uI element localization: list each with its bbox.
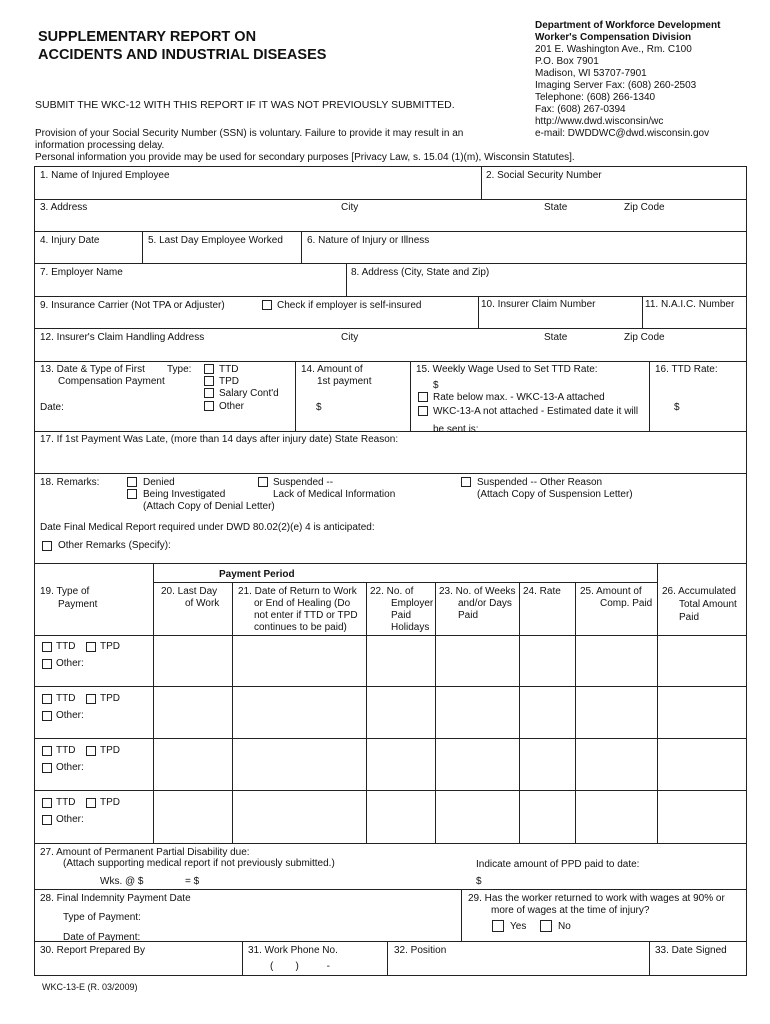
field-label-employer-address: 8. Address (City, State and Zip) — [351, 267, 490, 278]
submit-note: SUBMIT THE WKC-12 WITH THIS REPORT IF IT WAS NOT PREVIOUSLY SUBMITTED. — [35, 99, 455, 111]
suspended-other-label: Suspended -- Other Reason — [477, 477, 603, 488]
form-id: WKC-13-E (R. 03/2009) — [42, 982, 138, 992]
field-label-weekly-wage: 15. Weekly Wage Used to Set TTD Rate: — [416, 364, 598, 375]
lack-medical-info-label: Lack of Medical Information — [273, 489, 396, 500]
row3-tpd-checkbox[interactable] — [86, 746, 96, 756]
type-label: Type: — [167, 364, 192, 375]
field-label-returned-to-work: 29. Has the worker returned to work with wages at 90% or — [468, 893, 725, 904]
field-label-naic-number: 11. N.A.I.C. Number — [645, 299, 735, 310]
website-link[interactable]: http://www.dwd.wisconsin/wc — [535, 116, 664, 127]
row4-tpd-checkbox[interactable] — [86, 798, 96, 808]
being-investigated-label: Being Investigated — [143, 489, 226, 500]
ppd-paid-dollar-sign: $ — [476, 876, 482, 887]
col-header-type-of-payment: 19. Type of — [40, 586, 90, 597]
row1-ttd-label: TTD — [56, 641, 76, 652]
field-label-last-day-worked: 5. Last Day Employee Worked — [148, 235, 283, 246]
suspended-lack-info-checkbox[interactable] — [258, 477, 268, 487]
other-remarks-label: Other Remarks (Specify): — [58, 540, 171, 551]
type-of-payment-label: Type of Payment: — [63, 912, 141, 923]
col-header-return-to-work-line2: or End of Healing (Do — [254, 598, 351, 609]
field-label-date-signed: 33. Date Signed — [655, 945, 727, 956]
row4-other-checkbox[interactable] — [42, 815, 52, 825]
col-header-return-to-work: 21. Date of Return to Work — [238, 586, 357, 597]
payment-period-heading: Payment Period — [219, 569, 295, 580]
form-title-line1: SUPPLEMENTARY REPORT ON — [38, 29, 257, 45]
row2-other-label: Other: — [56, 710, 84, 721]
row3-tpd-label: TPD — [100, 745, 120, 756]
field-label-city: City — [341, 202, 359, 213]
field-label-city-2: City — [341, 332, 359, 343]
be-sent-label: be sent is: — [433, 424, 479, 435]
weekly-wage-dollar-sign: $ — [433, 380, 439, 391]
first-payment-date-label: Date: — [40, 402, 64, 413]
rate-below-max-checkbox[interactable] — [418, 392, 428, 402]
field-label-ttd-rate: 16. TTD Rate: — [655, 364, 718, 375]
row3-ttd-label: TTD — [56, 745, 76, 756]
row1-other-checkbox[interactable] — [42, 659, 52, 669]
form-title-line2: ACCIDENTS AND INDUSTRIAL DISEASES — [38, 47, 327, 63]
field-label-final-payment-date: 28. Final Indemnity Payment Date — [40, 893, 191, 904]
field-label-state: State — [544, 202, 568, 213]
col-header-paid-holidays-line4: Holidays — [391, 622, 430, 633]
first-payment-other-checkbox[interactable] — [204, 401, 214, 411]
first-payment-other-label: Other — [219, 401, 245, 412]
self-insured-label: Check if employer is self-insured — [277, 300, 422, 311]
row3-other-checkbox[interactable] — [42, 763, 52, 773]
row2-tpd-checkbox[interactable] — [86, 694, 96, 704]
ppd-paid-label: Indicate amount of PPD paid to date: — [476, 859, 640, 870]
field-label-insurer-claim-number: 10. Insurer Claim Number — [481, 299, 596, 310]
imaging-fax: Imaging Server Fax: (608) 260-2503 — [535, 80, 697, 91]
ttd-rate-dollar-sign: $ — [674, 402, 680, 413]
field-label-position: 32. Position — [394, 945, 447, 956]
final-medical-report-label: Date Final Medical Report required under DWD 80.02(2)(e) 4 is anticipated: — [40, 522, 375, 533]
col-header-comp-paid-line2: Comp. Paid — [600, 598, 653, 609]
field-label-address: 3. Address — [40, 202, 88, 213]
col-header-last-day-of-work-line2: of Work — [185, 598, 220, 609]
row3-other-label: Other: — [56, 762, 84, 773]
col-header-return-to-work-line4: continues to be paid) — [254, 622, 347, 633]
wkc13a-not-attached-label: WKC-13-A not attached - Estimated date it will — [433, 406, 639, 417]
dept-address1: 201 E. Washington Ave., Rm. C100 — [535, 44, 692, 55]
field-label-work-phone: 31. Work Phone No. — [248, 945, 338, 956]
field-label-state-2: State — [544, 332, 568, 343]
field-label-nature-of-injury: 6. Nature of Injury or Illness — [307, 235, 430, 246]
col-header-last-day-of-work: 20. Last Day — [161, 586, 218, 597]
telephone: Telephone: (608) 266-1340 — [535, 92, 656, 103]
col-header-weeks-paid-line3: Paid — [458, 610, 479, 621]
first-payment-tpd-checkbox[interactable] — [204, 376, 214, 386]
dept-address2: P.O. Box 7901 — [535, 56, 599, 67]
field-label-insurance-carrier: 9. Insurance Carrier (Not TPA or Adjuster) — [40, 300, 225, 311]
wkc13a-not-attached-checkbox[interactable] — [418, 406, 428, 416]
returned-no-label: No — [558, 921, 571, 932]
privacy-note: Personal information you provide may be used for secondary purposes [Privacy Law, s. 15.04 (1)(m), Wisconsin Statutes]. — [35, 152, 575, 163]
returned-to-work-line2: more of wages at the time of injury? — [491, 905, 650, 916]
col-header-type-of-payment-line2: Payment — [58, 599, 98, 610]
row1-other-label: Other: — [56, 658, 84, 669]
returned-no-checkbox[interactable] — [540, 920, 552, 932]
row2-ttd-checkbox[interactable] — [42, 694, 52, 704]
field-label-zip: Zip Code — [624, 202, 665, 213]
col-header-accumulated: 26. Accumulated — [662, 586, 736, 597]
col-header-paid-holidays: 22. No. of — [370, 586, 414, 597]
first-payment-salary-checkbox[interactable] — [204, 388, 214, 398]
row4-ttd-checkbox[interactable] — [42, 798, 52, 808]
amount-dollar-sign: $ — [316, 402, 322, 413]
email-link[interactable]: e-mail: DWDDWC@dwd.wisconsin.gov — [535, 128, 710, 139]
ppd-attach-note: (Attach supporting medical report if not previously submitted.) — [63, 858, 335, 869]
field-label-prepared-by: 30. Report Prepared By — [40, 945, 146, 956]
field-label-remarks: 18. Remarks: — [40, 477, 100, 488]
other-remarks-checkbox[interactable] — [42, 541, 52, 551]
col-header-paid-holidays-line2: Employer — [391, 598, 434, 609]
col-header-comp-paid: 25. Amount of — [580, 586, 642, 597]
self-insured-checkbox[interactable] — [262, 300, 272, 310]
field-label-zip-2: Zip Code — [624, 332, 665, 343]
denied-label: Denied — [143, 477, 175, 488]
row2-other-checkbox[interactable] — [42, 711, 52, 721]
field-label-amount-first-payment: 14. Amount of — [301, 364, 363, 375]
returned-yes-label: Yes — [510, 921, 527, 932]
field-label-ppd-due: 27. Amount of Permanent Partial Disability due: — [40, 847, 250, 858]
first-payment-salary-label: Salary Cont'd — [219, 388, 279, 399]
col-header-paid-holidays-line3: Paid — [391, 610, 412, 621]
phone-mask: ( ) - — [270, 961, 330, 972]
row1-tpd-checkbox[interactable] — [86, 642, 96, 652]
returned-yes-checkbox[interactable] — [492, 920, 504, 932]
denied-checkbox[interactable] — [127, 477, 137, 487]
attach-denial-note: (Attach Copy of Denial Letter) — [143, 501, 275, 512]
col-header-accumulated-line3: Paid — [679, 612, 700, 623]
being-investigated-checkbox[interactable] — [127, 489, 137, 499]
fax-number: Fax: (608) 267-0394 — [535, 104, 626, 115]
field-label-ssn: 2. Social Security Number — [486, 170, 602, 181]
row4-tpd-label: TPD — [100, 797, 120, 808]
col-header-weeks-paid: 23. No. of Weeks — [439, 586, 516, 597]
field-label-amount-first-payment-line2: 1st payment — [317, 376, 372, 387]
field-label-employer-name: 7. Employer Name — [40, 267, 123, 278]
suspended-other-checkbox[interactable] — [461, 477, 471, 487]
dept-name: Department of Workforce Development — [535, 20, 721, 31]
row1-ttd-checkbox[interactable] — [42, 642, 52, 652]
field-label-injury-date: 4. Injury Date — [40, 235, 100, 246]
row4-other-label: Other: — [56, 814, 84, 825]
field-label-first-payment: 13. Date & Type of First — [40, 364, 145, 375]
row2-tpd-label: TPD — [100, 693, 120, 704]
ssn-note-line2: information processing delay. — [35, 140, 165, 151]
rate-below-max-label: Rate below max. - WKC-13-A attached — [433, 392, 605, 403]
row2-ttd-label: TTD — [56, 693, 76, 704]
first-payment-tpd-label: TPD — [219, 376, 239, 387]
col-header-return-to-work-line3: not enter if TTD or TPD — [254, 610, 358, 621]
dept-address3: Madison, WI 53707-7901 — [535, 68, 647, 79]
col-header-weeks-paid-line2: and/or Days — [458, 598, 512, 609]
first-payment-ttd-checkbox[interactable] — [204, 364, 214, 374]
row3-ttd-checkbox[interactable] — [42, 746, 52, 756]
division-name: Worker's Compensation Division — [535, 32, 692, 43]
field-label-claim-handling-address: 12. Insurer's Claim Handling Address — [40, 332, 205, 343]
col-header-rate: 24. Rate — [523, 586, 561, 597]
first-payment-ttd-label: TTD — [219, 364, 239, 375]
date-of-payment-label: Date of Payment: — [63, 932, 141, 943]
row4-ttd-label: TTD — [56, 797, 76, 808]
attach-suspension-note: (Attach Copy of Suspension Letter) — [477, 489, 633, 500]
ppd-weeks-label: Wks. @ $ — [100, 876, 144, 887]
suspended-label: Suspended -- — [273, 477, 334, 488]
field-label-injured-employee: 1. Name of Injured Employee — [40, 170, 170, 181]
ssn-note-line1: Provision of your Social Security Number (SSN) is voluntary. Failure to provide it may result in an — [35, 128, 464, 139]
col-header-accumulated-line2: Total Amount — [679, 599, 737, 610]
ppd-equals-label: = $ — [185, 876, 200, 887]
row1-tpd-label: TPD — [100, 641, 120, 652]
field-label-first-payment-line2: Compensation Payment — [58, 376, 165, 387]
field-label-late-payment-reason: 17. If 1st Payment Was Late, (more than 14 days after injury date) State Reason: — [40, 434, 399, 445]
